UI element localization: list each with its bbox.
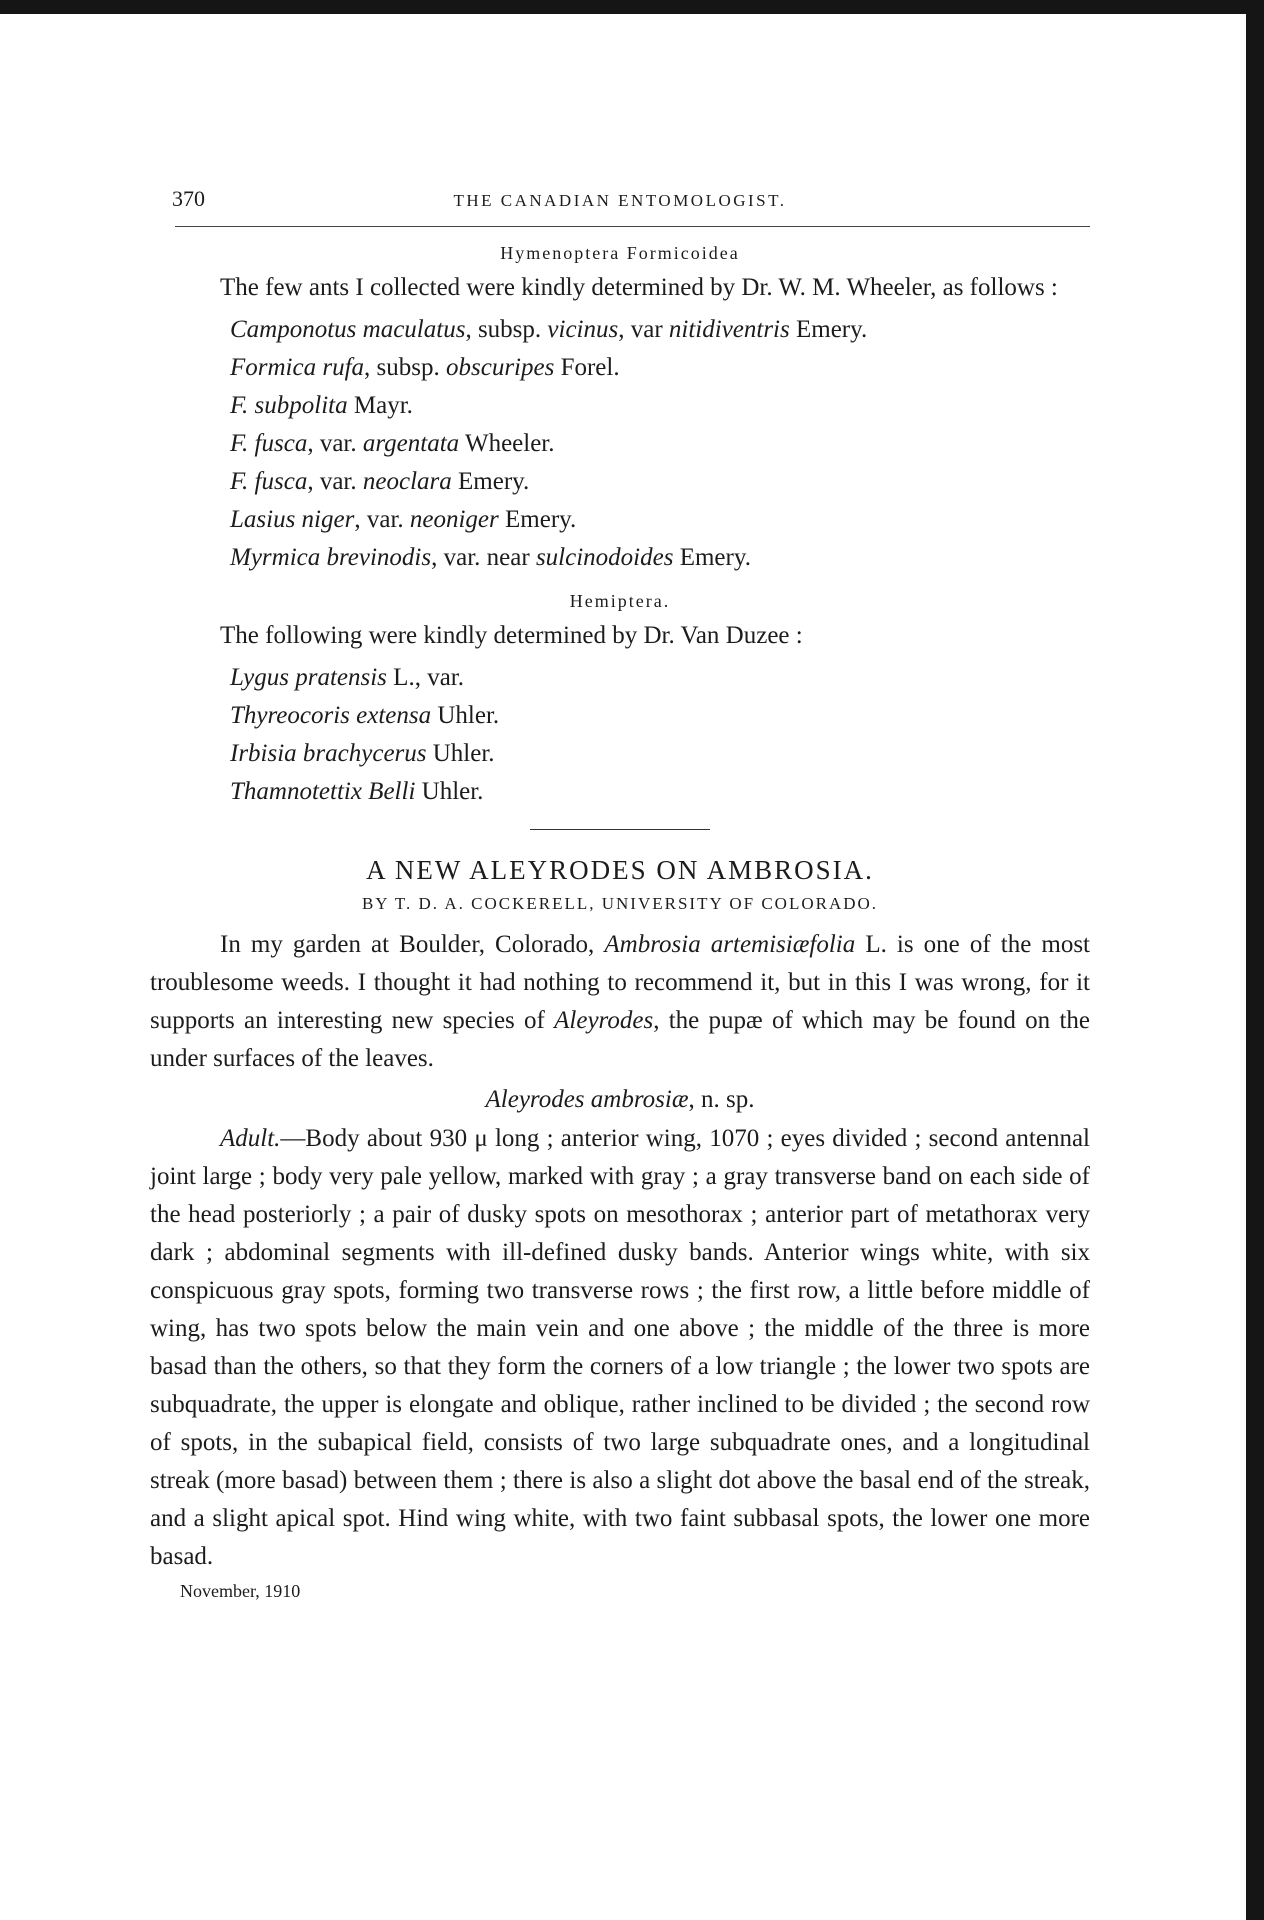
article-paragraph-intro: In my garden at Boulder, Colorado, Ambrosia artemisiæfolia L. is one of the most troublesome weeds. I thought it had nothing to recommend it, but in this I was wrong, for it supports an interesting new species of Aleyrodes, the pupæ of which may be found on the under surfaces of the leaves. xyxy=(150,931,1090,1072)
list-item: F. fusca, var. neoclara Emery. xyxy=(230,468,530,495)
hemiptera-species-list xyxy=(230,659,1090,811)
section-heading-hymenoptera: Hymenoptera Formicoidea xyxy=(500,243,740,263)
list-item: F. subpolita Mayr. xyxy=(230,392,413,419)
list-item: Formica rufa, subsp. obscuripes Forel. xyxy=(230,354,620,381)
list-item: F. fusca, var. argentata Wheeler. xyxy=(230,430,555,457)
ant-species-list xyxy=(230,311,1090,577)
section-divider xyxy=(530,829,710,830)
list-item: Irbisia brachycerus Uhler. xyxy=(230,740,495,767)
list-item: Thyreocoris extensa Uhler. xyxy=(230,702,500,729)
adult-description: Adult.—Body about 930 μ long ; anterior wing, 1070 ; eyes divided ; second antennal joint large ; body very pale yellow, marked with gray ; a gray transverse band on each side of the head posteriorly ; a pair of dusky spots on mesothorax ; anterior part of metathorax very dark ; abdominal segments with ill-defined dusky bands. Anterior wings white, with six conspicuous gray spots, forming two transverse rows ; the first row, a little before middle of wing, has two spots below the main vein and one above ; the middle of the three is more basad than the others, so that they form the corners of a low triangle ; the lower two spots are subquadrate, the upper is elongate and oblique, rather inclined to be divided ; the second row of spots, in the subapical field, consists of two large subquadrate ones, and a longitudinal streak (more basad) between them ; there is also a slight dot above the basal end of the streak, and a slight apical spot. Hind wing white, with two faint subbasal spots, the lower one more basad. xyxy=(150,1125,1090,1570)
list-item: Lasius niger, var. neoniger Emery. xyxy=(230,506,577,533)
article-title: A NEW ALEYRODES ON AMBROSIA. xyxy=(366,855,874,885)
scan-border-right xyxy=(1246,0,1264,1920)
hemiptera-intro: The following were kindly determined by Dr. Van Duzee : xyxy=(220,622,803,649)
list-item: Myrmica brevinodis, var. near sulcinodoides Emery. xyxy=(230,544,751,571)
running-header xyxy=(150,180,1090,220)
issue-date-footer: November, 1910 xyxy=(180,1581,301,1601)
article-byline: BY T. D. A. COCKERELL, UNIVERSITY OF COLORADO. xyxy=(361,894,879,913)
journal-page xyxy=(150,180,1090,1604)
header-rule xyxy=(175,226,1090,227)
scan-border-top xyxy=(0,0,1264,14)
list-item: Camponotus maculatus, subsp. vicinus, var nitidiventris Emery. xyxy=(230,316,868,343)
section-heading-hemiptera: Hemiptera. xyxy=(569,591,671,611)
species-heading: Aleyrodes ambrosiæ, n. sp. xyxy=(485,1086,755,1113)
list-item: Thamnotettix Belli Uhler. xyxy=(230,778,484,805)
page-number: 370 xyxy=(172,186,205,211)
list-item: Lygus pratensis L., var. xyxy=(230,664,464,691)
journal-title: THE CANADIAN ENTOMOLOGIST. xyxy=(453,191,787,210)
hymenoptera-intro: The few ants I collected were kindly determined by Dr. W. M. Wheeler, as follows : xyxy=(220,274,1058,301)
